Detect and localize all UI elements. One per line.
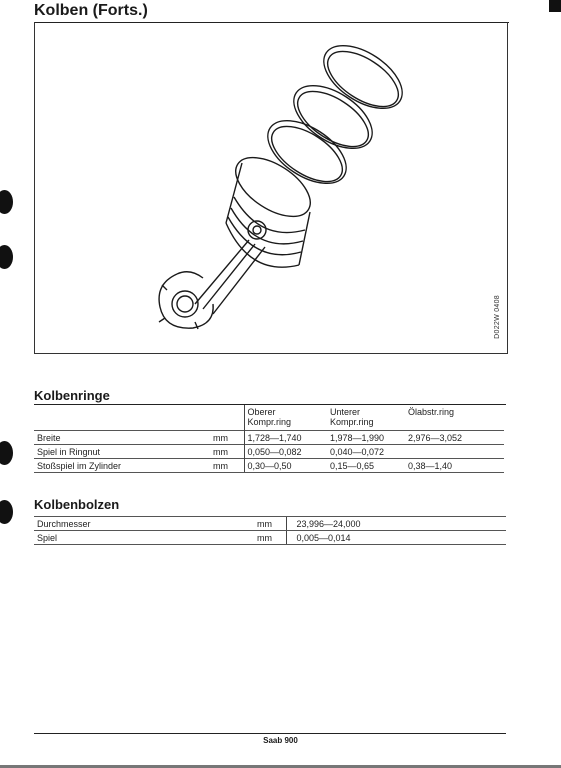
piston-ring-oil (313, 33, 413, 121)
row-label: Spiel in Ringnut (34, 445, 210, 459)
section-heading-kolbenringe: Kolbenringe (34, 388, 110, 403)
figure-code: D022W 0408 (494, 295, 501, 339)
kolbenringe-table (34, 405, 504, 473)
column-header-line: Unterer (330, 407, 361, 417)
corner-mark (549, 0, 561, 12)
punch-hole (0, 500, 13, 524)
cell-value: 0,050—0,082 (244, 445, 327, 459)
table-row (34, 445, 504, 459)
page-footer: Saab 900 (263, 736, 298, 745)
table-header-blank (34, 405, 210, 431)
column-header-line: Ölabstr.ring (408, 407, 455, 417)
column-header-oelabstr (405, 405, 504, 431)
cell-value: 0,30—0,50 (244, 459, 327, 473)
column-header-unterer (327, 405, 405, 431)
section-heading-kolbenbolzen: Kolbenbolzen (34, 497, 120, 512)
cell-value: 1,728—1,740 (244, 431, 327, 445)
table-header-row (34, 405, 504, 431)
cell-value: 0,38—1,40 (405, 459, 504, 473)
row-unit: mm (210, 445, 244, 459)
table-row (34, 531, 506, 545)
cell-value: 1,978—1,990 (327, 431, 405, 445)
figure-frame (34, 22, 508, 354)
column-header-oberer (244, 405, 327, 431)
row-label: Spiel (34, 531, 254, 545)
cell-value: 0,040—0,072 (327, 445, 405, 459)
punch-hole (0, 245, 13, 269)
table-row (34, 459, 504, 473)
punch-hole (0, 190, 13, 214)
piston-ring-upper-compression (257, 108, 357, 196)
column-header-line: Oberer (247, 407, 276, 417)
footer-rule (34, 733, 506, 734)
cell-value: 2,976—3,052 (405, 431, 504, 445)
piston-ring-lower-compression (283, 73, 383, 161)
column-header-line: Kompr.ring (330, 417, 374, 427)
table-row (34, 517, 506, 531)
row-unit: mm (254, 517, 286, 531)
piston-connecting-rod-illustration (35, 22, 507, 352)
connecting-rod (159, 240, 265, 329)
row-label: Breite (34, 431, 210, 445)
row-unit: mm (254, 531, 286, 545)
kolbenbolzen-table (34, 516, 506, 545)
punch-hole (0, 441, 13, 465)
piston (226, 146, 320, 268)
cell-value: 23,996—24,000 (286, 517, 506, 531)
page-title: Kolben (Forts.) (34, 2, 148, 19)
row-label: Stoßspiel im Zylinder (34, 459, 210, 473)
row-unit: mm (210, 431, 244, 445)
table-header-blank (210, 405, 244, 431)
row-label: Durchmesser (34, 517, 254, 531)
cell-value: 0,15—0,65 (327, 459, 405, 473)
row-unit: mm (210, 459, 244, 473)
table-row (34, 431, 504, 445)
column-header-line: Kompr.ring (247, 417, 292, 427)
cell-value (405, 445, 504, 459)
cell-value: 0,005—0,014 (286, 531, 506, 545)
